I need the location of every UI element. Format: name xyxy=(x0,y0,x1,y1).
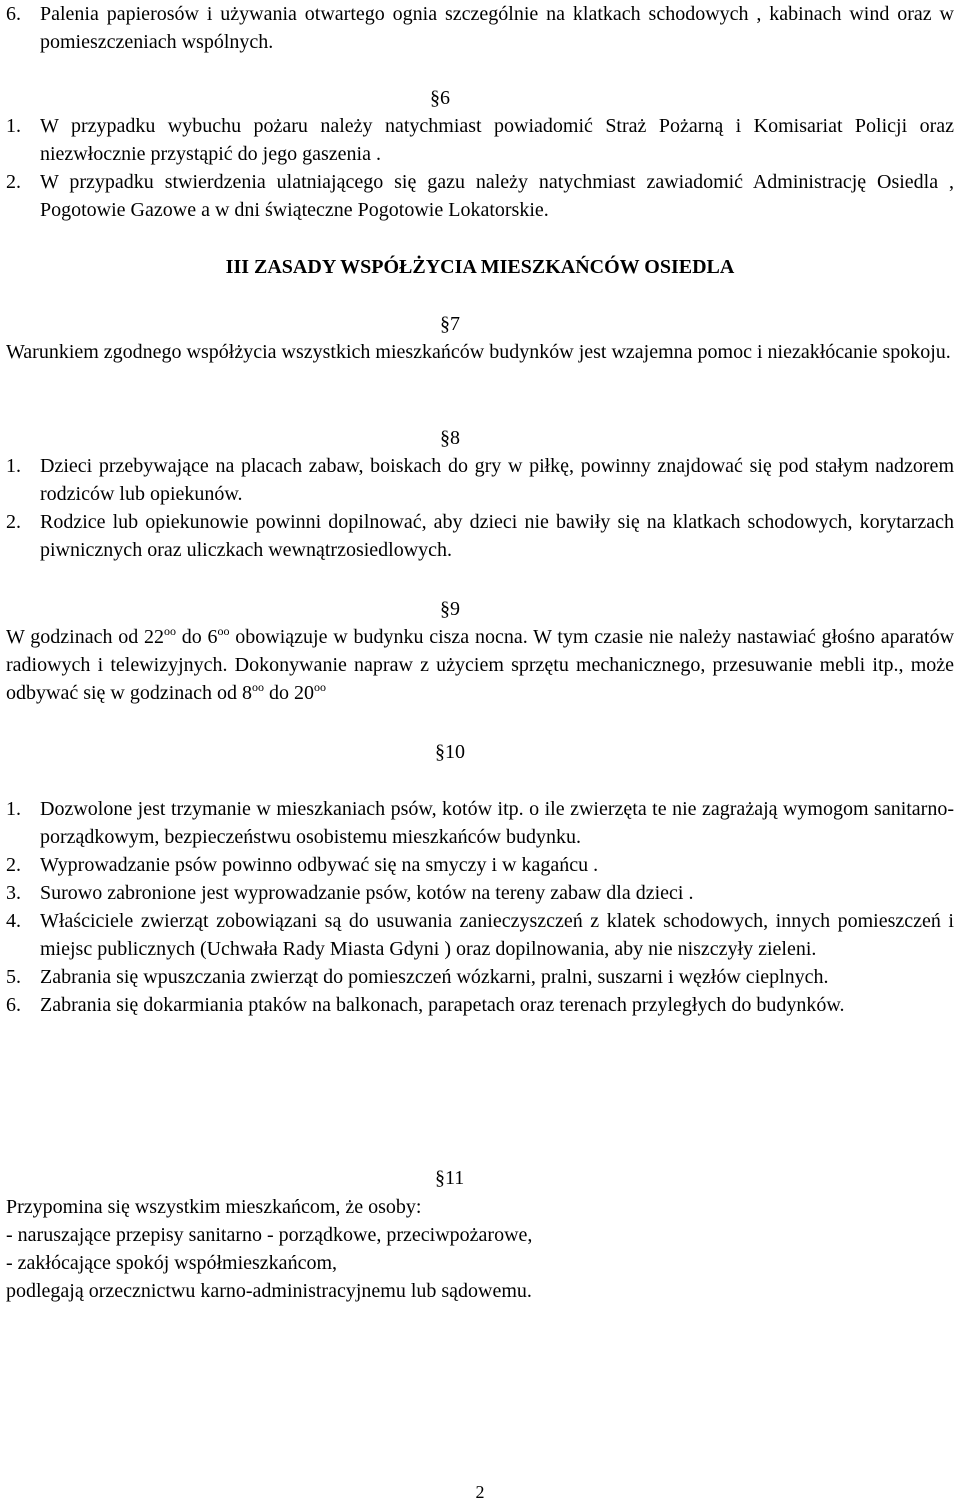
section-11-heading xyxy=(0,1164,960,1192)
list-text: Dozwolone jest trzymanie w mieszkaniach psów, kotów itp. o ile zwierzęta te nie zagrażają wymogom sanitarno-porządkowym, bezpieczeństwu osobistemu mieszkańców budynku. xyxy=(40,798,954,848)
list-number: 1. xyxy=(6,798,21,820)
superscript: oo xyxy=(314,680,327,694)
list-number: 3. xyxy=(6,882,21,904)
list-item xyxy=(6,168,954,224)
text-fragment: do 6 xyxy=(176,626,218,648)
list-number: 2. xyxy=(6,854,21,876)
text-line: - naruszające przepisy sanitarno - porządkowe, przeciwpożarowe, xyxy=(6,1224,533,1246)
page-number: 2 xyxy=(475,1482,485,1502)
list-text: Rodzice lub opiekunowie powinni dopilnować, aby dzieci nie bawiły się na klatkach schodowych, korytarzach piwnicznych oraz uliczkach wewnątrzosiedlowych. xyxy=(40,511,954,561)
section-6-list xyxy=(6,112,954,224)
list-text: Wyprowadzanie psów powinno odbywać się na smyczy i w kagańcu . xyxy=(40,854,599,876)
list-text: Surowo zabronione jest wyprowadzanie psów, kotów na tereny zabaw dla dzieci . xyxy=(40,882,694,904)
list-text: W przypadku stwierdzenia ulatniającego się gazu należy natychmiast zawiadomić Administrację Osiedla , Pogotowie Gazowe a w dni świąteczne Pogotowie Lokatorskie. xyxy=(40,171,954,221)
list-item xyxy=(6,851,954,879)
superscript: oo xyxy=(164,624,176,638)
text-fragment: obowiązuje w budynku cisza nocna. W tym czasie nie należy nastawiać głośno aparatów radiowych i telewizyjnych. Dokonywanie napraw z użyciem sprzętu mechanicznego, przesuwanie mebli itp., może odbywać się w godzinach od 8 xyxy=(6,626,955,704)
section-symbol: § xyxy=(440,598,450,620)
section-10-list xyxy=(6,795,954,1019)
list-text: Właściciele zwierząt zobowiązani są do usuwania zanieczyszczeń z klatek schodowych, innych pomieszczeń i miejsc publicznych (Uchwała Rady Miasta Gdyni ) oraz dopilnowania, aby nie niszczyły zieleni. xyxy=(40,910,954,960)
list-item xyxy=(6,508,954,564)
text-line: - zakłócające spokój współmieszkańcom, xyxy=(6,1252,337,1274)
superscript: oo xyxy=(252,680,265,694)
list-text: Palenia papierosów i używania otwartego ognia szczególnie na klatkach schodowych , kabinach wind oraz w pomieszczeniach wspólnych. xyxy=(40,3,954,53)
list-item xyxy=(6,112,954,168)
section-9-text xyxy=(6,623,954,707)
list-item xyxy=(6,879,954,907)
list-text: Zabrania się dokarmiania ptaków na balkonach, parapetach oraz terenach przyległych do budynków. xyxy=(40,994,845,1016)
list-number: 2. xyxy=(6,511,21,533)
section-number: 11 xyxy=(445,1167,465,1189)
section-7-text: Warunkiem zgodnego współżycia wszystkich mieszkańców budynków jest wzajemna pomoc i niezakłócanie spokoju. xyxy=(6,341,951,363)
section-7-heading xyxy=(0,310,960,338)
list-item xyxy=(6,0,954,56)
list-number: 6. xyxy=(6,3,21,25)
section-symbol: § xyxy=(435,741,445,763)
list-text: Zabrania się wpuszczania zwierząt do pomieszczeń wózkarni, pralni, suszarni i węzłów cieplnych. xyxy=(40,966,829,988)
section-9-heading xyxy=(0,595,960,623)
list-number: 5. xyxy=(6,966,21,988)
section-symbol: § xyxy=(440,427,450,449)
list-item xyxy=(6,991,954,1019)
list-number: 1. xyxy=(6,455,21,477)
section-symbol: § xyxy=(430,87,440,109)
list-text: Dzieci przebywające na placach zabaw, boiskach do gry w piłkę, powinny znajdować się pod stałym nadzorem rodziców lub opiekunów. xyxy=(40,455,954,505)
list-item xyxy=(6,907,954,963)
section-number: 9 xyxy=(450,598,460,620)
text-fragment: do 20 xyxy=(264,682,315,704)
text-line: podlegają orzecznictwu karno-administracyjnemu lub sądowemu. xyxy=(6,1280,532,1302)
intro-line: Przypomina się wszystkim mieszkańcom, że osoby: xyxy=(6,1196,422,1218)
list-number: 1. xyxy=(6,115,21,137)
section-8-list xyxy=(6,452,954,564)
section-11-text xyxy=(6,1193,954,1305)
section-number: 7 xyxy=(450,313,460,335)
list-number: 6. xyxy=(6,994,21,1016)
superscript: oo xyxy=(217,624,230,638)
list-item xyxy=(6,795,954,851)
section-number: 6 xyxy=(440,87,450,109)
section-6-heading xyxy=(0,84,960,112)
list-item xyxy=(6,963,954,991)
section-number: 10 xyxy=(445,741,465,763)
section-symbol: § xyxy=(435,1167,445,1189)
text-fragment: W godzinach od 22 xyxy=(6,626,164,648)
list-number: 2. xyxy=(6,171,21,193)
chapter-heading: III ZASADY WSPÓŁŻYCIA MIESZKAŃCÓW OSIEDLA xyxy=(225,256,735,278)
section-symbol: § xyxy=(440,313,450,335)
section-8-heading xyxy=(0,424,960,452)
list-item xyxy=(6,452,954,508)
section-10-heading xyxy=(0,738,960,766)
list-text: W przypadku wybuchu pożaru należy natychmiast powiadomić Straż Pożarną i Komisariat Policji oraz niezwłocznie przystąpić do jego gaszenia . xyxy=(40,115,954,165)
section-number: 8 xyxy=(450,427,460,449)
list-number: 4. xyxy=(6,910,21,932)
